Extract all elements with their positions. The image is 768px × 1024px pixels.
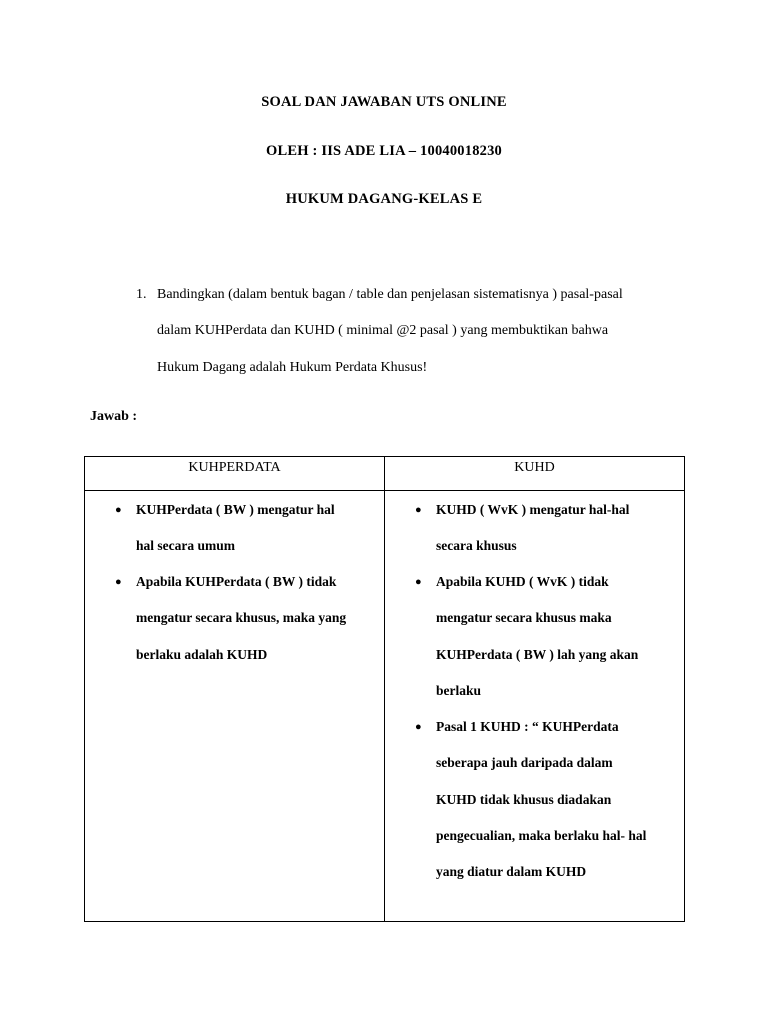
table-column-divider bbox=[384, 457, 385, 921]
document-title: SOAL DAN JAWABAN UTS ONLINE bbox=[261, 94, 507, 110]
table-header-kuhperdata: KUHPERDATA bbox=[188, 460, 281, 475]
question-line: Hukum Dagang adalah Hukum Perdata Khusus! bbox=[157, 360, 428, 375]
table-header-kuhd: KUHD bbox=[514, 460, 555, 475]
bullet-icon: ● bbox=[415, 504, 422, 516]
question-line: Bandingkan (dalam bentuk bagan / table dan penjelasan sistematisnya ) pasal-pasal bbox=[157, 287, 623, 302]
bullet-icon: ● bbox=[415, 721, 422, 733]
question-line: dalam KUHPerdata dan KUHD ( minimal @2 pasal ) yang membuktikan bahwa bbox=[157, 323, 609, 338]
bullet-icon: ● bbox=[415, 576, 422, 588]
course-line: HUKUM DAGANG-KELAS E bbox=[285, 191, 483, 207]
comparison-table: KUHPERDATA KUHD ● KUHPerdata ( BW ) mengatur hal hal secara umum ● Apabila KUHPerdata ( BW ) tidak mengatur secara khusus, maka yang berlaku adalah KUHD ● KUHD ( WvK ) mengatur hal-hal secara khusus ● Apabila KUHD ( WvK ) tidak mengatur secara khusus maka KUHPerdata ( BW ) lah yang akan berlaku ● Pasal 1 KUHD : “ KUHPerdata seberapa jauh daripada dalam KUHD tidak khusus diadakan pengecualian, maka berlaku hal- hal yang diatur dalam KUHD bbox=[84, 456, 685, 922]
bullet-icon: ● bbox=[115, 504, 122, 516]
question-number: 1. bbox=[136, 287, 147, 302]
answer-label: Jawab : bbox=[90, 409, 138, 424]
author-line: OLEH : IIS ADE LIA – 10040018230 bbox=[265, 143, 503, 159]
bullet-icon: ● bbox=[115, 576, 122, 588]
